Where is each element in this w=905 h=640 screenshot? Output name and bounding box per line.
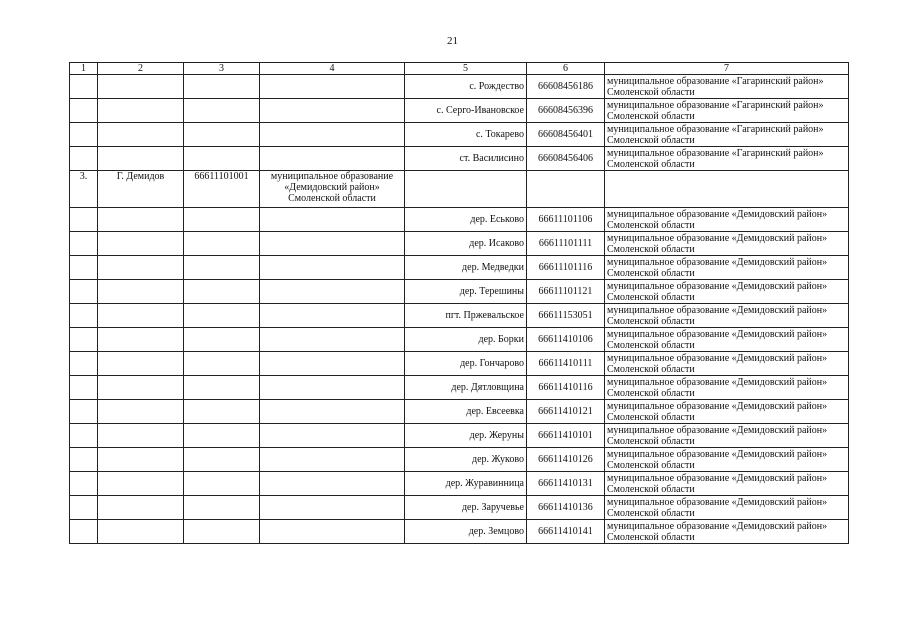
cell-city-name — [98, 400, 184, 424]
cell-oktmo-code — [527, 171, 605, 208]
cell-municipality — [260, 232, 405, 256]
cell-city-code — [184, 75, 260, 99]
cell-municipal-formation: муниципальное образование «Демидовский район» Смоленской области — [605, 448, 849, 472]
table-row — [70, 496, 849, 520]
cell-city-name — [98, 123, 184, 147]
header-col-5: 5 — [405, 63, 527, 75]
cell-municipality — [260, 496, 405, 520]
cell-city-name: Г. Демидов — [98, 171, 184, 208]
cell-municipal-formation: муниципальное образование «Демидовский район» Смоленской области — [605, 328, 849, 352]
cell-settlement-name: дер. Евсеевка — [405, 400, 527, 424]
cell-oktmo-code: 66611410121 — [527, 400, 605, 424]
cell-city-code — [184, 352, 260, 376]
cell-municipal-formation: муниципальное образование «Демидовский район» Смоленской области — [605, 280, 849, 304]
cell-city-code — [184, 147, 260, 171]
table-row — [70, 400, 849, 424]
cell-oktmo-code: 66611410136 — [527, 496, 605, 520]
cell-oktmo-code: 66611410111 — [527, 352, 605, 376]
cell-city-name — [98, 75, 184, 99]
cell-city-name — [98, 328, 184, 352]
cell-row-number — [70, 280, 98, 304]
cell-oktmo-code: 66611410106 — [527, 328, 605, 352]
cell-municipality — [260, 256, 405, 280]
table-row — [70, 280, 849, 304]
table-row — [70, 99, 849, 123]
cell-settlement-name: дер. Журавинница — [405, 472, 527, 496]
cell-row-number — [70, 400, 98, 424]
cell-city-code — [184, 328, 260, 352]
cell-settlement-name: ст. Василисино — [405, 147, 527, 171]
cell-settlement-name: дер. Заручевье — [405, 496, 527, 520]
cell-city-name — [98, 520, 184, 544]
table-row — [70, 376, 849, 400]
cell-city-name — [98, 304, 184, 328]
cell-row-number — [70, 208, 98, 232]
cell-city-code — [184, 123, 260, 147]
cell-municipal-formation: муниципальное образование «Демидовский район» Смоленской области — [605, 208, 849, 232]
header-col-7: 7 — [605, 63, 849, 75]
cell-row-number: 3. — [70, 171, 98, 208]
cell-oktmo-code: 66611101106 — [527, 208, 605, 232]
cell-city-code — [184, 448, 260, 472]
cell-oktmo-code: 66611410101 — [527, 424, 605, 448]
cell-city-name — [98, 208, 184, 232]
cell-municipal-formation — [605, 171, 849, 208]
cell-municipal-formation: муниципальное образование «Демидовский район» Смоленской области — [605, 352, 849, 376]
cell-municipal-formation: муниципальное образование «Демидовский район» Смоленской области — [605, 256, 849, 280]
cell-oktmo-code: 66611410116 — [527, 376, 605, 400]
cell-settlement-name: с. Рождество — [405, 75, 527, 99]
cell-municipal-formation: муниципальное образование «Демидовский район» Смоленской области — [605, 376, 849, 400]
table-row — [70, 304, 849, 328]
cell-municipality — [260, 400, 405, 424]
cell-row-number — [70, 472, 98, 496]
cell-oktmo-code: 66608456396 — [527, 99, 605, 123]
cell-municipal-formation: муниципальное образование «Демидовский район» Смоленской области — [605, 496, 849, 520]
cell-oktmo-code: 66611101121 — [527, 280, 605, 304]
table-row — [70, 147, 849, 171]
cell-municipal-formation: муниципальное образование «Гагаринский район» Смоленской области — [605, 123, 849, 147]
cell-city-code — [184, 376, 260, 400]
cell-municipality — [260, 328, 405, 352]
cell-city-code — [184, 520, 260, 544]
cell-city-code: 66611101001 — [184, 171, 260, 208]
cell-municipality — [260, 424, 405, 448]
cell-row-number — [70, 99, 98, 123]
cell-municipality — [260, 448, 405, 472]
cell-municipal-formation: муниципальное образование «Демидовский район» Смоленской области — [605, 424, 849, 448]
cell-municipality — [260, 304, 405, 328]
cell-city-code — [184, 400, 260, 424]
cell-row-number — [70, 448, 98, 472]
cell-city-code — [184, 472, 260, 496]
cell-municipal-formation: муниципальное образование «Гагаринский район» Смоленской области — [605, 75, 849, 99]
cell-oktmo-code: 66611410141 — [527, 520, 605, 544]
table-row — [70, 424, 849, 448]
cell-municipality — [260, 376, 405, 400]
cell-settlement-name: дер. Еськово — [405, 208, 527, 232]
cell-municipal-formation: муниципальное образование «Гагаринский район» Смоленской области — [605, 99, 849, 123]
cell-row-number — [70, 147, 98, 171]
cell-municipality: муниципальное образование «Демидовский район» Смоленской области — [260, 171, 405, 208]
header-col-6: 6 — [527, 63, 605, 75]
cell-municipality — [260, 280, 405, 304]
cell-city-code — [184, 496, 260, 520]
cell-city-code — [184, 304, 260, 328]
cell-oktmo-code: 66611153051 — [527, 304, 605, 328]
table-row — [70, 208, 849, 232]
cell-city-name — [98, 376, 184, 400]
cell-city-code — [184, 256, 260, 280]
cell-row-number — [70, 232, 98, 256]
cell-settlement-name: дер. Дятловщина — [405, 376, 527, 400]
table-row — [70, 448, 849, 472]
cell-city-name — [98, 256, 184, 280]
cell-oktmo-code: 66608456401 — [527, 123, 605, 147]
cell-settlement-name: дер. Жуково — [405, 448, 527, 472]
cell-municipality — [260, 99, 405, 123]
cell-city-name — [98, 424, 184, 448]
cell-municipal-formation: муниципальное образование «Демидовский район» Смоленской области — [605, 400, 849, 424]
cell-settlement-name: дер. Гончарово — [405, 352, 527, 376]
cell-row-number — [70, 424, 98, 448]
cell-municipality — [260, 520, 405, 544]
cell-settlement-name — [405, 171, 527, 208]
table-row — [70, 256, 849, 280]
cell-settlement-name: дер. Терешины — [405, 280, 527, 304]
cell-municipal-formation: муниципальное образование «Демидовский район» Смоленской области — [605, 232, 849, 256]
table-row — [70, 520, 849, 544]
table-row — [70, 75, 849, 99]
cell-oktmo-code: 66608456186 — [527, 75, 605, 99]
cell-row-number — [70, 352, 98, 376]
table-row — [70, 171, 849, 208]
cell-oktmo-code: 66611410126 — [527, 448, 605, 472]
cell-row-number — [70, 75, 98, 99]
table-row — [70, 352, 849, 376]
cell-municipality — [260, 147, 405, 171]
cell-city-name — [98, 472, 184, 496]
cell-city-name — [98, 280, 184, 304]
cell-oktmo-code: 66611101111 — [527, 232, 605, 256]
cell-settlement-name: дер. Жеруны — [405, 424, 527, 448]
header-col-1: 1 — [70, 63, 98, 75]
cell-row-number — [70, 376, 98, 400]
cell-city-name — [98, 352, 184, 376]
cell-municipal-formation: муниципальное образование «Демидовский район» Смоленской области — [605, 304, 849, 328]
cell-settlement-name: с. Серго-Ивановское — [405, 99, 527, 123]
cell-city-name — [98, 232, 184, 256]
cell-oktmo-code: 66611101116 — [527, 256, 605, 280]
cell-settlement-name: дер. Земцово — [405, 520, 527, 544]
table-row — [70, 472, 849, 496]
cell-municipal-formation: муниципальное образование «Демидовский район» Смоленской области — [605, 520, 849, 544]
cell-city-name — [98, 448, 184, 472]
cell-row-number — [70, 328, 98, 352]
cell-settlement-name: дер. Медведки — [405, 256, 527, 280]
cell-oktmo-code: 66611410131 — [527, 472, 605, 496]
cell-municipality — [260, 208, 405, 232]
cell-settlement-name: дер. Исаково — [405, 232, 527, 256]
header-col-3: 3 — [184, 63, 260, 75]
cell-row-number — [70, 520, 98, 544]
cell-city-name — [98, 99, 184, 123]
table-row — [70, 123, 849, 147]
cell-municipality — [260, 352, 405, 376]
header-col-2: 2 — [98, 63, 184, 75]
cell-municipality — [260, 75, 405, 99]
cell-row-number — [70, 256, 98, 280]
table-row — [70, 232, 849, 256]
cell-row-number — [70, 496, 98, 520]
table-body — [70, 75, 849, 544]
cell-city-name — [98, 496, 184, 520]
cell-city-name — [98, 147, 184, 171]
cell-settlement-name: пгт. Пржевальское — [405, 304, 527, 328]
table-header-row — [70, 63, 849, 75]
cell-row-number — [70, 123, 98, 147]
cell-municipal-formation: муниципальное образование «Гагаринский район» Смоленской области — [605, 147, 849, 171]
cell-settlement-name: с. Токарево — [405, 123, 527, 147]
settlements-table — [69, 62, 849, 544]
header-col-4: 4 — [260, 63, 405, 75]
cell-city-code — [184, 280, 260, 304]
cell-municipal-formation: муниципальное образование «Демидовский район» Смоленской области — [605, 472, 849, 496]
page-number: 21 — [447, 35, 458, 47]
cell-city-code — [184, 99, 260, 123]
cell-city-code — [184, 424, 260, 448]
cell-municipality — [260, 472, 405, 496]
cell-municipality — [260, 123, 405, 147]
cell-row-number — [70, 304, 98, 328]
cell-settlement-name: дер. Борки — [405, 328, 527, 352]
table-row — [70, 328, 849, 352]
cell-city-code — [184, 232, 260, 256]
cell-oktmo-code: 66608456406 — [527, 147, 605, 171]
cell-city-code — [184, 208, 260, 232]
